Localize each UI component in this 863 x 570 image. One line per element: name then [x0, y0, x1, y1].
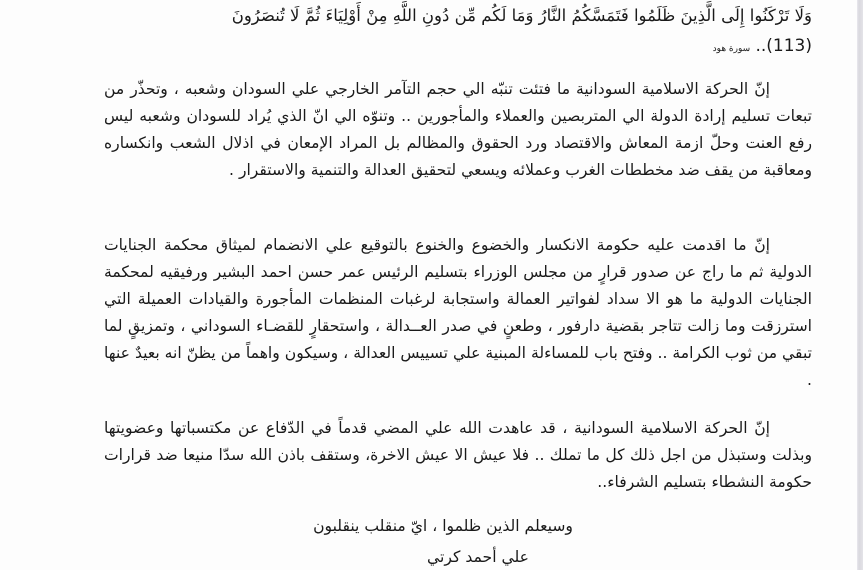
closing-line: وسيعلم الذين ظلموا ، ايّ منقلب ينقلبون: [313, 517, 573, 535]
verse-number: (113)..: [755, 36, 812, 56]
paragraph-1-text: إنّ الحركة الاسلامية السودانية ما فتئت تنبّه الي حجم التآمر الخارجي علي السودان وشعبه ، وتحذّر من تبعات تسليم إرادة الدولة الي المتربصين والعملاء والمأجورين .. وتنوّه الي انّ الذي يُراد للسودان وشعبه ليس رفع العنت وحلّ ازمة المعاش والاقتصاد ورد الحقوق والمظالم بل المراد الإمعان في اذلال الشعب وانكساره ومعاقبة من يقف ضد مخططات الغرب وعملائه ويسعي لتحقيق العدالة والتنمية والاستقرار .: [104, 80, 812, 179]
paragraph-1: [104, 76, 812, 184]
signature: علي أحمد كرتي: [427, 548, 529, 566]
paragraph-2-text: إنّ ما اقدمت عليه حكومة الانكسار والخضوع والخنوع بالتوقيع علي الانضمام لميثاق محكمة الجنايات الدولية ثم ما راج عن صدور قرارٍ من مجلس الوزراء بتسليم الرئيس عمر حسن احمد البشير ورفيقيه لمحكمة الجنايات الدولية ما هو الا سداد لفواتير العمالة واستجابة لرغبات المنظمات المأجورة والقيادات العميلة التي استرزقت وما زالت تتاجر بقضية دارفور ، وطعنٍ في صدر العــدالة ، واستحقارٍ للقضـاء السوداني ، وتمزيقٍ لما تبقي من ثوب الكرامة .. وفتح باب للمساءلة المبنية علي تسييس العدالة ، وسيكون واهماً من يظنّ انه بعيدٌ عنها .: [104, 236, 812, 389]
document-body: [104, 0, 812, 566]
paragraph-2: [104, 232, 812, 394]
verse-text: وَلَا تَرْكَنُوا إِلَى الَّذِينَ ظَلَمُوا فَتَمَسَّكُمُ النَّارُ وَمَا لَكُم مِّن دُونِ اللَّهِ مِنْ أَوْلِيَاءَ ثُمَّ لَا تُنصَرُونَ: [231, 6, 812, 25]
paragraph-3-text: إنّ الحركة الاسلامية السودانية ، قد عاهدت الله علي المضي قدماً في الدّفاع عن مكتسباتها وعضويتها وبذلت وستبذل من اجل ذلك كل ما تملك .. فلا عيش الا عيش الاخرة، وستقف باذن الله سدّا منيعا ضد قرارات حكومة النشطاء بتسليم الشرفاء..: [104, 419, 812, 491]
quran-verse: [104, 0, 812, 64]
surah-name: سورة هود: [712, 44, 751, 54]
paragraph-3: [104, 415, 812, 496]
page-edge-scrollbar: [857, 0, 863, 570]
closing-block: [104, 513, 812, 570]
